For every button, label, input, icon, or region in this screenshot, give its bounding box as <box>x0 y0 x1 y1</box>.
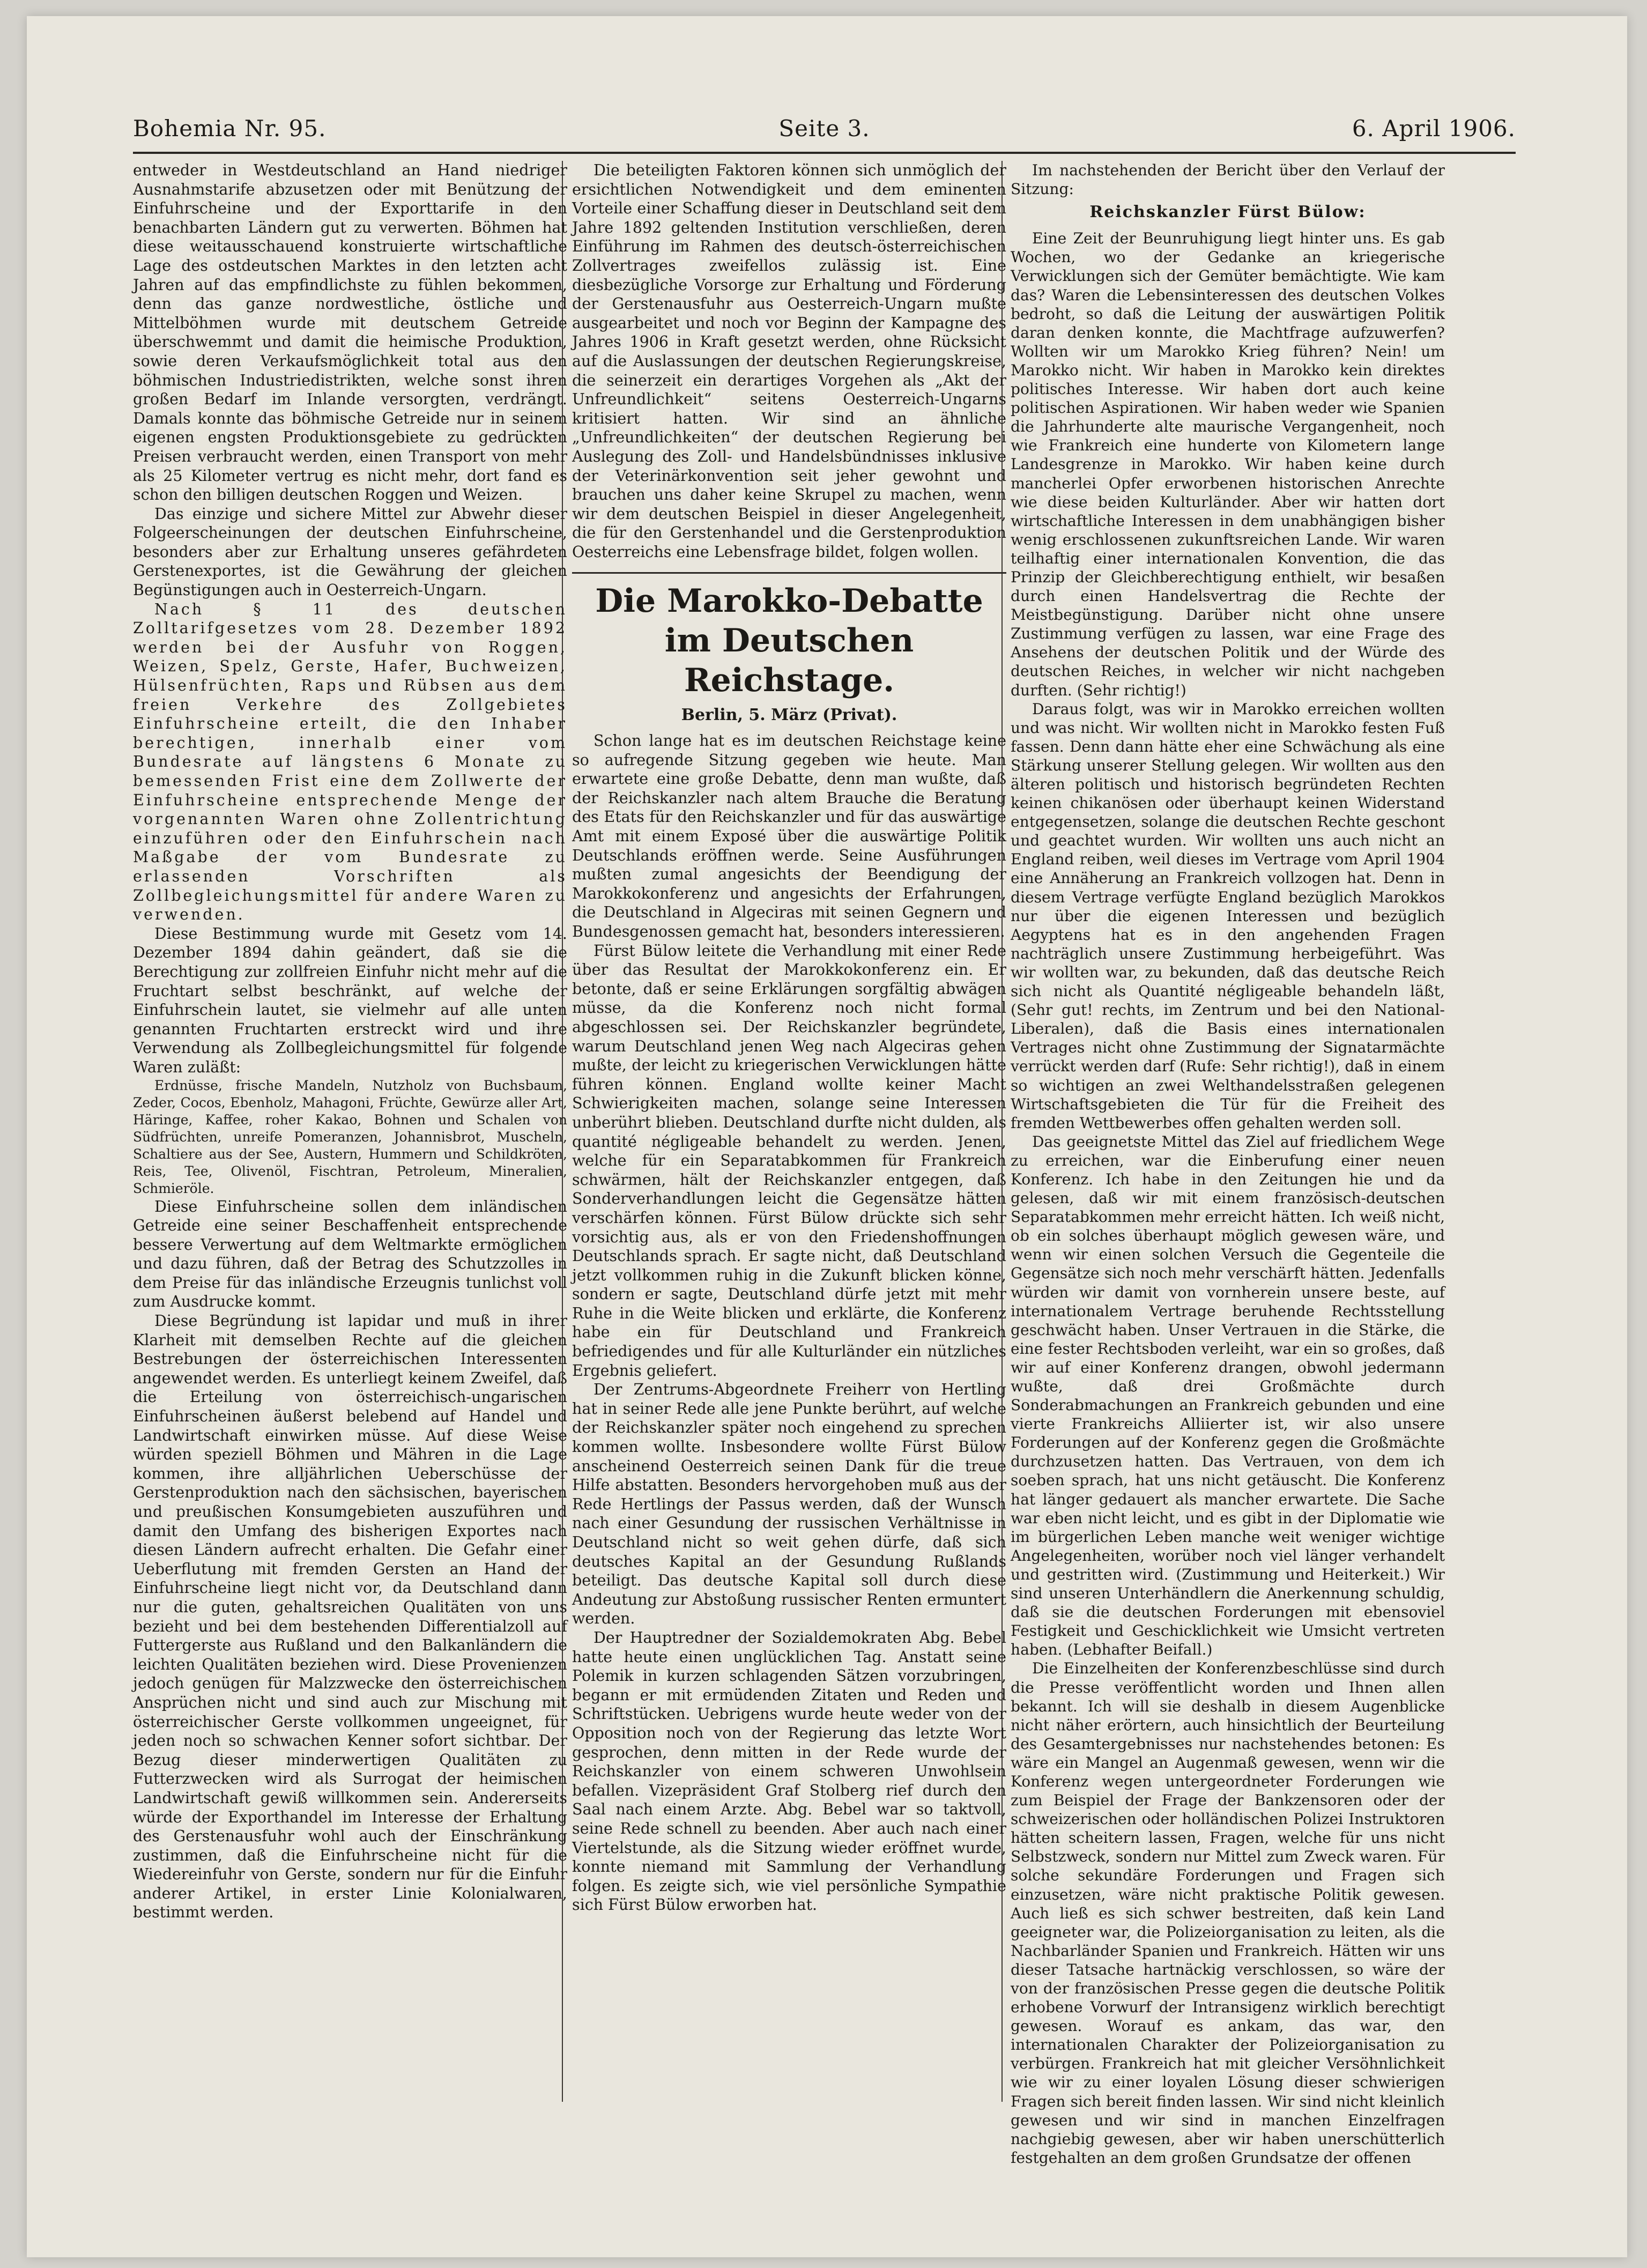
article-paragraph: Eine Zeit der Beunruhigung liegt hinter uns. Es gab Wochen, wo der Gedanke an kriegerische Verwicklungen sich der Gemüter bemächtigte. Wie kam das? Waren die Lebensinteressen des deutschen Volkes bedroht, so daß die Leitung der auswärtigen Politik daran denken konnte, die Machtfrage aufzuwerfen? Wollten wir um Marokko Krieg führen? Nein! um Marokko nicht. Wir haben in Marokko kein direktes politisches Interesse. Wir haben dort auch keine politischen Aspirationen. Wir haben weder wie Spanien die Jahrhunderte alte maurische Vergangenheit, noch wie Frankreich eine hunderte von Kilometern lange Landesgrenze in Marokko. Wir haben keine durch mancherlei Opfer erworbenen historischen Anrechte wie diese beiden Kulturländer. Aber wir hatten dort wirtschaftliche Interessen in dem unabhängigen bisher wenig erschlossenen zukunftsreichen Lande. Wir waren teilhaftig einer internationalen Konvention, die das Prinzip der Gleichberechtigung enthielt, wir besaßen durch einen Handelsvertrag die Rechte der Meistbegünstigung. Darüber nicht ohne unsere Zustimmung verfügen zu lassen, war eine Frage des Ansehens der deutschen Politik und der Würde des deutschen Reiches, in welcher wir nicht nachgeben durften. (Sehr richtig!) <box>1011 229 1445 699</box>
article-separator <box>572 572 1006 574</box>
column-1 <box>133 161 567 1922</box>
article-paragraph: Daraus folgt, was wir in Marokko erreichen wollten und was nicht. Wir wollten nicht in Marokko festen Fuß fassen. Denn dann hätte eher eine Schwächung als eine Stärkung unserer Stellung gelegen. Wir wollten aus den älteren politisch und historisch begründeten Rechten keinen chikanösen oder überhaupt keinen Widerstand entgegensetzen, solange die deutschen Rechte geschont und geachtet wurden. Wir wollten uns auch nicht an England reiben, weil dieses im Vertrage vom April 1904 eine Annäherung an Frankreich vollzogen hat. Denn in diesem Vertrage verfügte England bezüglich Marokkos nur über die eigenen Interessen und bezüglich Aegyptens hat es in den angehenden Fragen nachträglich unsere Zustimmung herbeigeführt. Was wir wollten war, zu bekunden, daß das deutsche Reich sich nicht als Quantité négligeable behandeln läßt, (Sehr gut! rechts, im Zentrum und bei den National-Liberalen), daß die Basis eines internationalen Vertrages nicht ohne Zustimmung der Signatarmächte verrückt werden darf (Rufe: Sehr richtig!), daß in einem so wichtigen an zwei Welthandelsstraßen gelegenen Wirtschaftsgebieten die Tür für die Freiheit des fremden Wettbewerbes offen gehalten werden soll. <box>1011 700 1445 1132</box>
article-paragraph: Das geeignetste Mittel das Ziel auf friedlichem Wege zu erreichen, war die Einberufung einer neuen Konferenz. Ich habe in den Zeitungen hie und da gelesen, daß wir mit einem französisch-deutschen Separatabkommen mehr erreicht hätten. Ich weiß nicht, ob ein solches überhaupt möglich gewesen wäre, und wenn wir einen solchen Versuch die Gegenteile die Gegensätze sich noch mehr verschärft hätten. Jedenfalls würden wir damit von vornherein unsere beste, auf internationalem Vertrage beruhende Rechtsstellung geschwächt haben. Unser Vertrauen in die Stärke, die eine fester Rechtsboden verleiht, war ein so großes, daß wir auf einer Konferenz drangen, obwohl jedermann wußte, daß drei Großmächte durch Sonderabmachungen an Frankreich gebunden und eine vierte Frankreichs Alliierter ist, wir also unsere Forderungen auf der Konferenz gegen die Großmächte durchzusetzen hatten. Das Vertrauen, von dem ich soeben sprach, hat uns nicht getäuscht. Die Konferenz hat länger gedauert als mancher erwartete. Die Sache war eben nicht leicht, und es gibt in der Diplomatie wie im bürgerlichen Leben manche weit weniger wichtige Angelegenheiten, worüber noch viel länger verhandelt und gestritten wird. (Zustimmung und Heiterkeit.) Wir sind unseren Unterhändlern die Anerkennung schuldig, daß sie die deutschen Forderungen mit ebensoviel Festigkeit und Geschicklichkeit wie Umsicht vertreten haben. (Lebhafter Beifall.) <box>1011 1132 1445 1659</box>
goods-list: Erdnüsse, frische Mandeln, Nutzholz von Buchsbaum, Zeder, Cocos, Ebenholz, Mahagoni, Früchte, Gewürze aller Art, Häringe, Kaffee, roher Kakao, Bohnen und Schalen von Südfrüchten, unreife Pomeranzen, Johannisbrot, Muscheln, Schaltiere aus der See, Austern, Hummern und Schildkröten, Reis, Tee, Olivenöl, Fischtran, Petroleum, Mineralien, Schmieröle. <box>133 1077 567 1196</box>
article-paragraph: Das einzige und sichere Mittel zur Abwehr dieser Folgeerscheinungen der deutschen Einfuhrscheine, besonders aber zur Erhaltung unseres gefährdeten Gerstenexportes, ist die Gewährung der gleichen Begünstigungen auch in Oesterreich-Ungarn. <box>133 505 567 599</box>
article-paragraph: Diese Einfuhrscheine sollen dem inländischen Getreide eine seiner Beschaffenheit entsprechende bessere Verwertung auf dem Weltmarkte ermöglichen und dazu führen, daß der Betrag des Schutzzolles in dem Preise für das inländische Erzeugnis tunlichst voll zum Ausdrucke kommt. <box>133 1197 567 1311</box>
article-paragraph: Nach § 11 des deutschen Zolltarifgesetzes vom 28. Dezember 1892 werden bei der Ausfuhr von Roggen, Weizen, Spelz, Gerste, Hafer, Buchweizen, Hülsenfrüchten, Raps und Rübsen aus dem freien Verkehre des Zollgebietes Einfuhrscheine erteilt, die den Inhaber berechtigen, innerhalb einer vom Bundesrate auf längstens 6 Monate zu bemessenden Frist eine dem Zollwerte der Einfuhrscheine entsprechende Menge der vorgenannten Waren ohne Zollentrichtung einzuführen oder den Einfuhrschein nach Maßgabe der vom Bundesrate zu erlassenden Vorschriften als Zollbegleichungsmittel für andere Waren zu verwenden. <box>133 600 567 924</box>
article-paragraph: Schon lange hat es im deutschen Reichstage keine so aufregende Sitzung gegeben wie heute. Man erwartete eine große Debatte, denn man wußte, daß der Reichskanzler nach altem Brauche die Beratung des Etats für den Reichskanzler und für das auswärtige Amt mit einem Exposé über die auswärtige Politik Deutschlands eröffnen werde. Seine Ausführungen mußten zumal angesichts der Beendigung der Marokkokonferenz und angesichts der Erfahrungen, die Deutschland in Algeciras mit seinen Gegnern und Bundesgenossen gemacht hat, besonders interessieren. <box>572 732 1006 940</box>
header-date: 6. April 1906. <box>1352 115 1516 142</box>
article-paragraph: Im nachstehenden der Bericht über den Verlauf der Sitzung: <box>1011 161 1445 198</box>
article-paragraph: Diese Begründung ist lapidar und muß in ihrer Klarheit mit demselben Rechte auf die gleichen Bestrebungen der österreichischen Interessenten angewendet werden. Es unterliegt keinem Zweifel, daß die Erteilung von österreichisch-ungarischen Einfuhrscheinen äußerst belebend auf Handel und Landwirtschaft einwirken müsse. Auf diese Weise würden speziell Böhmen und Mähren in die Lage kommen, ihre alljährlichen Ueberschüsse der Gerstenproduktion nach den sächsischen, bayerischen und preußischen Konsumgebieten auszuführen und damit den Umfang des bisherigen Exportes nach diesen Ländern aufrecht erhalten. Die Gefahr einer Ueberflutung mit fremden Gersten an Hand der Einfuhrscheine liegt nicht vor, da Deutschland dann nur die guten, gehaltsreichen Qualitäten von uns bezieht und bei dem bestehenden Differentialzoll auf Futtergerste aus Rußland und den Balkanländern die leichten Qualitäten beziehen wird. Diese Provenienzen jedoch genügen für Malzzwecke den österreichischen Ansprüchen nicht und sind auch zur Mischung mit österreichischer Gerste vollkommen ungeeignet, für jeden noch so schwachen Kenner sofort sichtbar. Der Bezug dieser minderwertigen Qualitäten zu Futterzwecken wird als Surrogat der heimischen Landwirtschaft gewiß willkommen sein. Andererseits würde der Exporthandel im Interesse der Erhaltung des Gerstenausfuhr wohl auch der Einschränkung zustimmen, daß die Einfuhrscheine nicht für die Wiedereinfuhr von Gerste, sondern nur für die Einfuhr anderer Artikel, in erster Linie Kolonialwaren, bestimmt werden. <box>133 1312 567 1922</box>
column-2 <box>572 161 1006 1915</box>
article-paragraph: entweder in Westdeutschland an Hand niedriger Ausnahmstarife abzusetzen oder mit Benützung der Einfuhrscheine und der Exporttarife in den benachbarten Ländern gut zu verwerten. Böhmen hat diese weitausschauend konstruierte wirtschaftliche Lage des ostdeutschen Marktes in den letzten acht Jahren auf das empfindlichste zu fühlen bekommen, denn das ganze nordwestliche, östliche und Mittelböhmen wurde mit deutschem Getreide überschwemmt und damit die heimische Produktion, sowie deren Verkaufsmöglichkeit total aus den böhmischen Industriedistrikten, welche sonst ihren großen Bedarf im Inlande versorgten, verdrängt. Damals konnte das böhmische Getreide nur in seinem eigenen engsten Produktionsgebiete zu gedrückten Preisen verbraucht werden, einen Transport von mehr als 25 Kilometer vertrug es nicht mehr, dort fand es schon den billigen deutschen Roggen und Weizen. <box>133 161 567 504</box>
header-page-number: Seite 3. <box>778 115 870 142</box>
article-paragraph: Die beteiligten Faktoren können sich unmöglich der ersichtlichen Notwendigkeit und dem eminenten Vorteile einer Schaffung dieser in Deutschland seit dem Jahre 1892 geltenden Institution verschließen, deren Einführung im Rahmen des deutsch-österreichischen Zollvertrages zweifellos zulässig ist. Eine diesbezügliche Vorsorge zur Erhaltung und Förderung der Gerstenausfuhr aus Oesterreich-Ungarn mußte ausgearbeitet und noch vor Beginn der Kampagne des Jahres 1906 in Kraft gesetzt werden, ohne Rücksicht auf die Auslassungen der deutschen Regierungskreise, die seinerzeit ein derartiges Vorgehen als „Akt der Unfreundlichkeit“ seitens Oesterreich-Ungarns kritisiert hatten. Wir sind an ähnliche „Unfreundlichkeiten“ der deutschen Regierung bei Auslegung des Zoll- und Handelsbündnisses inklusive der Veterinärkonvention seit jeher gewohnt und brauchen uns daher keine Skrupel zu machen, wenn wir dem deutschen Beispiel in dieser Angelegenheit, die für den Gerstenhandel und die Gerstenproduktion Oesterreichs eine Lebensfrage bildet, folgen wollen. <box>572 161 1006 561</box>
article-paragraph: Der Zentrums-Abgeordnete Freiherr von Hertling hat in seiner Rede alle jene Punkte berührt, auf welche der Reichskanzler später noch eingehend zu sprechen kommen wollte. Insbesondere wollte Fürst Bülow anscheinend Oesterreich seinen Dank für die treue Hilfe abstatten. Besonders hervorgehoben muß aus der Rede Hertlings der Passus werden, daß der Wunsch nach einer Gesundung der russischen Verhältnisse in Deutschland nicht so weit gehen dürfe, daß sich deutsches Kapital an der Gesundung Rußlands beteiligt. Das deutsche Kapital soll durch diese Andeutung zur Abstoßung russischer Renten ermuntert werden. <box>572 1381 1006 1628</box>
article-paragraph: Diese Bestimmung wurde mit Gesetz vom 14. Dezember 1894 dahin geändert, daß sie die Berechtigung zur zollfreien Einfuhr nicht mehr auf die Fruchtart selbst beschränkt, auf welche der Einfuhrschein lautet, sie vielmehr auf alle unten genannten Fruchtarten erstreckt wird und ihre Verwendung als Zollbegleichungsmittel für folgende Waren zuläßt: <box>133 924 567 1076</box>
article-paragraph: Fürst Bülow leitete die Verhandlung mit einer Rede über das Resultat der Marokkokonferenz ein. Er betonte, daß er seine Erklärungen sorgfältig abwägen müsse, da die Konferenz noch nicht formal abgeschlossen sei. Der Reichskanzler begründete, warum Deutschland jenen Weg nach Algeciras gehen mußte, der leicht zu kriegerischen Verwicklungen hätte führen können. England wollte keiner Macht Schwierigkeiten machen, solange seine Interessen unberührt blieben. Deutschland durfte nicht dulden, als quantité négligeable behandelt zu werden. Jenen, welche für ein Separatabkommen für Frankreich schwärmen, hält der Reichskanzler entgegen, daß Sonderverhandlungen leicht die Gegensätze hätten verschärfen können. Fürst Bülow drückte sich sehr vorsichtig aus, als er von den Friedenshoffnungen Deutschlands sprach. Er sagte nicht, daß Deutschland jetzt vollkommen ruhig in die Zukunft blicken könne, sondern er sagte, Deutschland dürfe jetzt mit mehr Ruhe in die Weite blicken und erklärte, die Konferenz habe ein für Deutschland und Frankreich befriedigendes und für alle Kulturländer ein nützliches Ergebnis geliefert. <box>572 942 1006 1380</box>
speaker-heading: Reichskanzler Fürst Bülow: <box>1089 203 1366 222</box>
article-paragraph: Die Einzelheiten der Konferenzbeschlüsse sind durch die Presse veröffentlicht worden und Ihnen allen bekannt. Ich will sie deshalb in diesem Augenblicke nicht näher erörtern, auch hinsichtlich der Beurteilung des Gesamtergebnisses nur nachstehendes betonen: Es wäre ein Mangel an Augenmaß gewesen, wenn wir die Konferenz wegen untergeordneter Forderungen wie zum Beispiel der Frage der Bankzensoren oder der schweizerischen oder holländischen Polizei Instruktoren hätten scheitern lassen, Fragen, welche für uns nicht Selbstzweck, sondern nur Mittel zum Zweck waren. Für solche sekundäre Forderungen und Fragen sich einzusetzen, wäre nicht praktische Politik gewesen. Auch ließ es sich schwer bestreiten, daß kein Land geeigneter war, die Polizeiorganisation zu leiten, als die Nachbarländer Spanien und Frankreich. Hätten wir uns dieser Tatsache hartnäckig verschlossen, so wäre der von der französischen Presse gegen die deutsche Politik erhobene Vorwurf der Intransigenz wirklich berechtigt gewesen. Worauf es ankam, das war, den internationalen Charakter der Polizeiorganisation zu verbürgen. Frankreich hat mit gleicher Versöhnlichkeit wie wir zu einer loyalen Lösung dieser schwierigen Fragen sich bereit finden lassen. Wir sind nicht kleinlich gewesen und wir sind in manchen Einzelfragen nachgiebig gewesen, aber wir haben unerschütterlich festgehalten an dem großen Grundsatze der offenen <box>1011 1659 1445 2167</box>
article-dateline: Berlin, 5. März (Privat). <box>681 706 897 725</box>
header-rule <box>133 152 1516 154</box>
page-header <box>133 115 1516 153</box>
header-issue: Bohemia Nr. 95. <box>133 115 327 142</box>
article-paragraph: Der Hauptredner der Sozialdemokraten Abg. Bebel hatte heute einen unglücklichen Tag. Anstatt seine Polemik in kurzen schlagenden Sätzen vorzubringen, begann er mit ermüdenden Zitaten und Reden und Schriftstücken. Uebrigens wurde heute weder von der Opposition noch von der Regierung das letzte Wort gesprochen, denn mitten in der Rede wurde der Reichskanzler von einem schweren Unwohlsein befallen. Vizepräsident Graf Stolberg rief durch den Saal nach einem Arzte. Abg. Bebel war so taktvoll, seine Rede schnell zu beenden. Aber auch nach einer Viertelstunde, als die Sitzung wieder eröffnet wurde, konnte niemand mit Sammlung der Verhandlung folgen. Es zeigte sich, wie viel persönliche Sympathie sich Fürst Bülow erworben hat. <box>572 1628 1006 1914</box>
article-headline: Die Marokko-Debatte im Deutschen Reichstage. <box>595 582 983 700</box>
column-3 <box>1011 161 1445 2167</box>
